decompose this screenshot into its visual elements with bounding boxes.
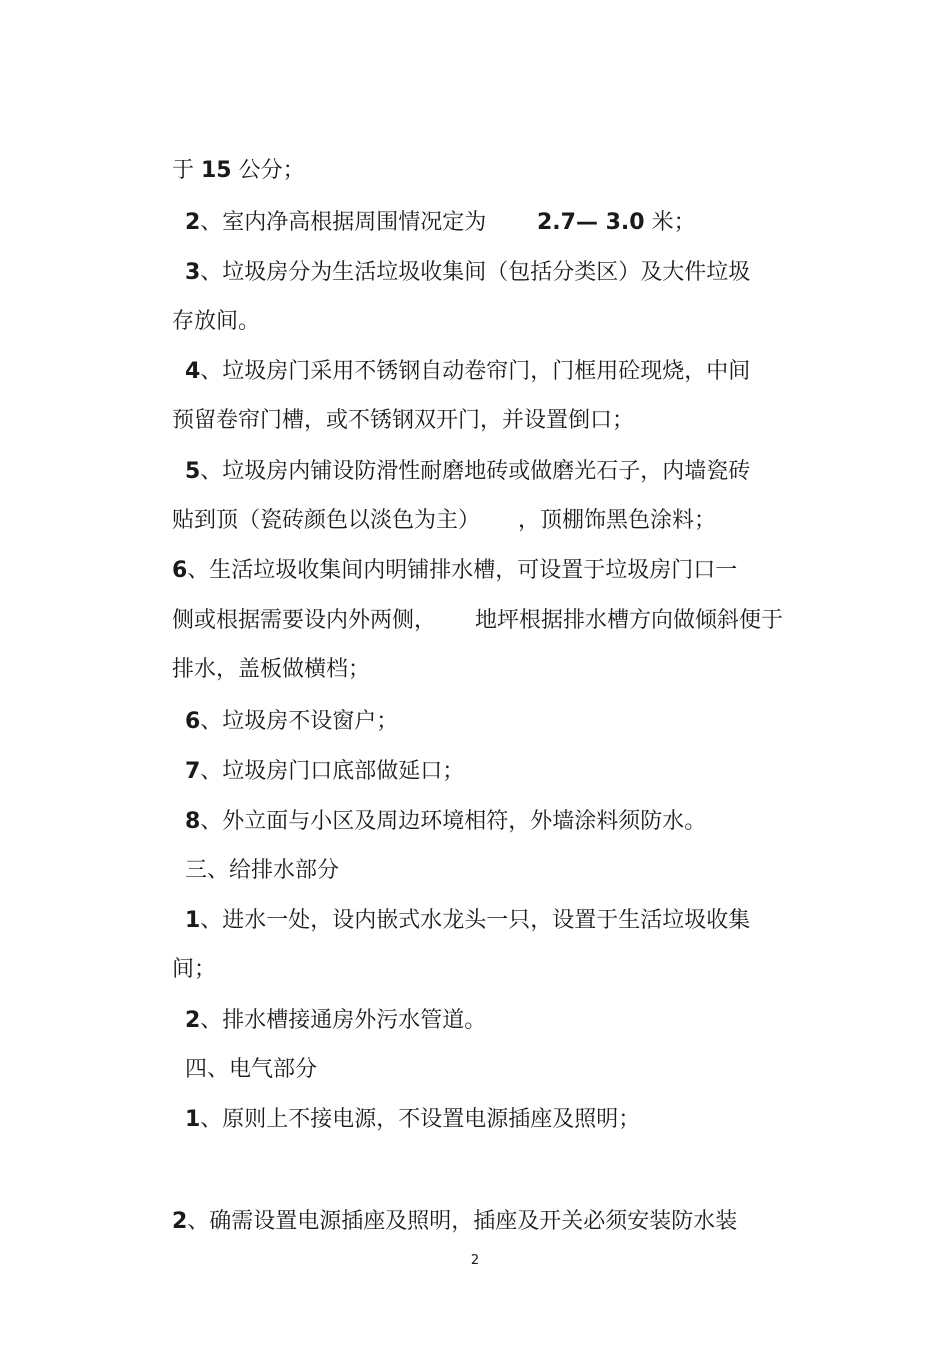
text-segment: 、外立面与小区及周边环境相符，外墙涂料须防水。 — [200, 809, 707, 834]
text-line — [144, 1177, 738, 1234]
text-segment: 米； — [644, 210, 696, 235]
item-number: 7 — [184, 759, 201, 784]
item-number: 6 — [171, 558, 188, 583]
text-segment: 间； — [171, 957, 216, 982]
text-line — [144, 576, 436, 633]
text-line — [157, 777, 707, 834]
item-number: 2 — [184, 1008, 201, 1033]
text-line — [157, 976, 487, 1033]
text-segment: 三、给排水部分 — [184, 858, 339, 883]
text-segment: 、垃圾房分为生活垃圾收集间（包括分类区）及大件垃圾 — [200, 260, 751, 285]
text-line — [157, 327, 751, 384]
text-line — [509, 178, 696, 235]
text-segment: 、进水一处，设内嵌式水龙头一只，设置于生活垃圾收集 — [200, 908, 751, 933]
item-number: 2 — [184, 210, 201, 235]
text-line — [157, 876, 751, 933]
text-segment: 、垃圾房门采用不锈钢自动卷帘门，门框用砼现烧，中间 — [200, 359, 751, 384]
text-line — [157, 228, 751, 285]
item-number: 8 — [184, 809, 201, 834]
item-number: 1 — [184, 1107, 201, 1132]
item-number: 4 — [184, 359, 201, 384]
text-segment: 、垃圾房不设窗户； — [200, 709, 399, 734]
text-number: 2.7— 3.0 — [536, 210, 645, 235]
text-line — [157, 1075, 641, 1132]
item-number: 1 — [184, 908, 201, 933]
text-line — [144, 376, 634, 433]
section-heading — [157, 1025, 317, 1082]
text-segment: 、确需设置电源插座及照明，插座及开关必须安装防水装 — [187, 1209, 738, 1234]
text-segment: 四、电气部分 — [184, 1057, 317, 1082]
text-line — [157, 427, 751, 484]
text-line — [157, 727, 465, 784]
text-line — [144, 476, 480, 533]
text-segment: 预留卷帘门槽，或不锈钢双开门，并设置倒口； — [171, 408, 634, 433]
text-segment: 、生活垃圾收集间内明铺排水槽，可设置于垃圾房门口一 — [187, 558, 738, 583]
text-segment: 、垃圾房内铺设防滑性耐磨地砖或做磨光石子，内墙瓷砖 — [200, 459, 751, 484]
text-segment: 公分； — [231, 158, 305, 183]
text-segment: 贴到顶（瓷砖颜色以淡色为主） — [171, 508, 480, 533]
section-heading — [157, 826, 339, 883]
text-number: 15 — [200, 158, 232, 183]
page-number: 2 — [470, 1253, 480, 1268]
text-segment: 地坪根据排水槽方向做倾斜便于 — [474, 608, 783, 633]
text-segment: 排水，盖板做横档； — [171, 657, 370, 682]
text-line — [144, 126, 305, 183]
text-line — [144, 277, 260, 334]
text-segment: 、排水槽接通房外污水管道。 — [200, 1008, 487, 1033]
text-segment: 侧或根据需要设内外两侧， — [171, 608, 436, 633]
text-segment: ，顶棚饰黑色涂料； — [517, 508, 716, 533]
text-line — [490, 476, 716, 533]
text-segment: 、原则上不接电源，不设置电源插座及照明； — [200, 1107, 641, 1132]
text-segment: 、室内净高根据周围情况定为 — [200, 210, 487, 235]
text-segment: 存放间。 — [171, 309, 260, 334]
text-line — [144, 925, 216, 982]
item-number: 2 — [171, 1209, 188, 1234]
text-segment: 于 — [171, 158, 201, 183]
text-line — [144, 625, 370, 682]
text-line — [447, 576, 783, 633]
item-number: 3 — [184, 260, 201, 285]
item-number: 5 — [184, 459, 201, 484]
item-number: 6 — [184, 709, 201, 734]
text-line — [157, 677, 399, 734]
text-line — [157, 178, 487, 235]
text-segment: 、垃圾房门口底部做延口； — [200, 759, 465, 784]
text-line — [144, 526, 738, 583]
